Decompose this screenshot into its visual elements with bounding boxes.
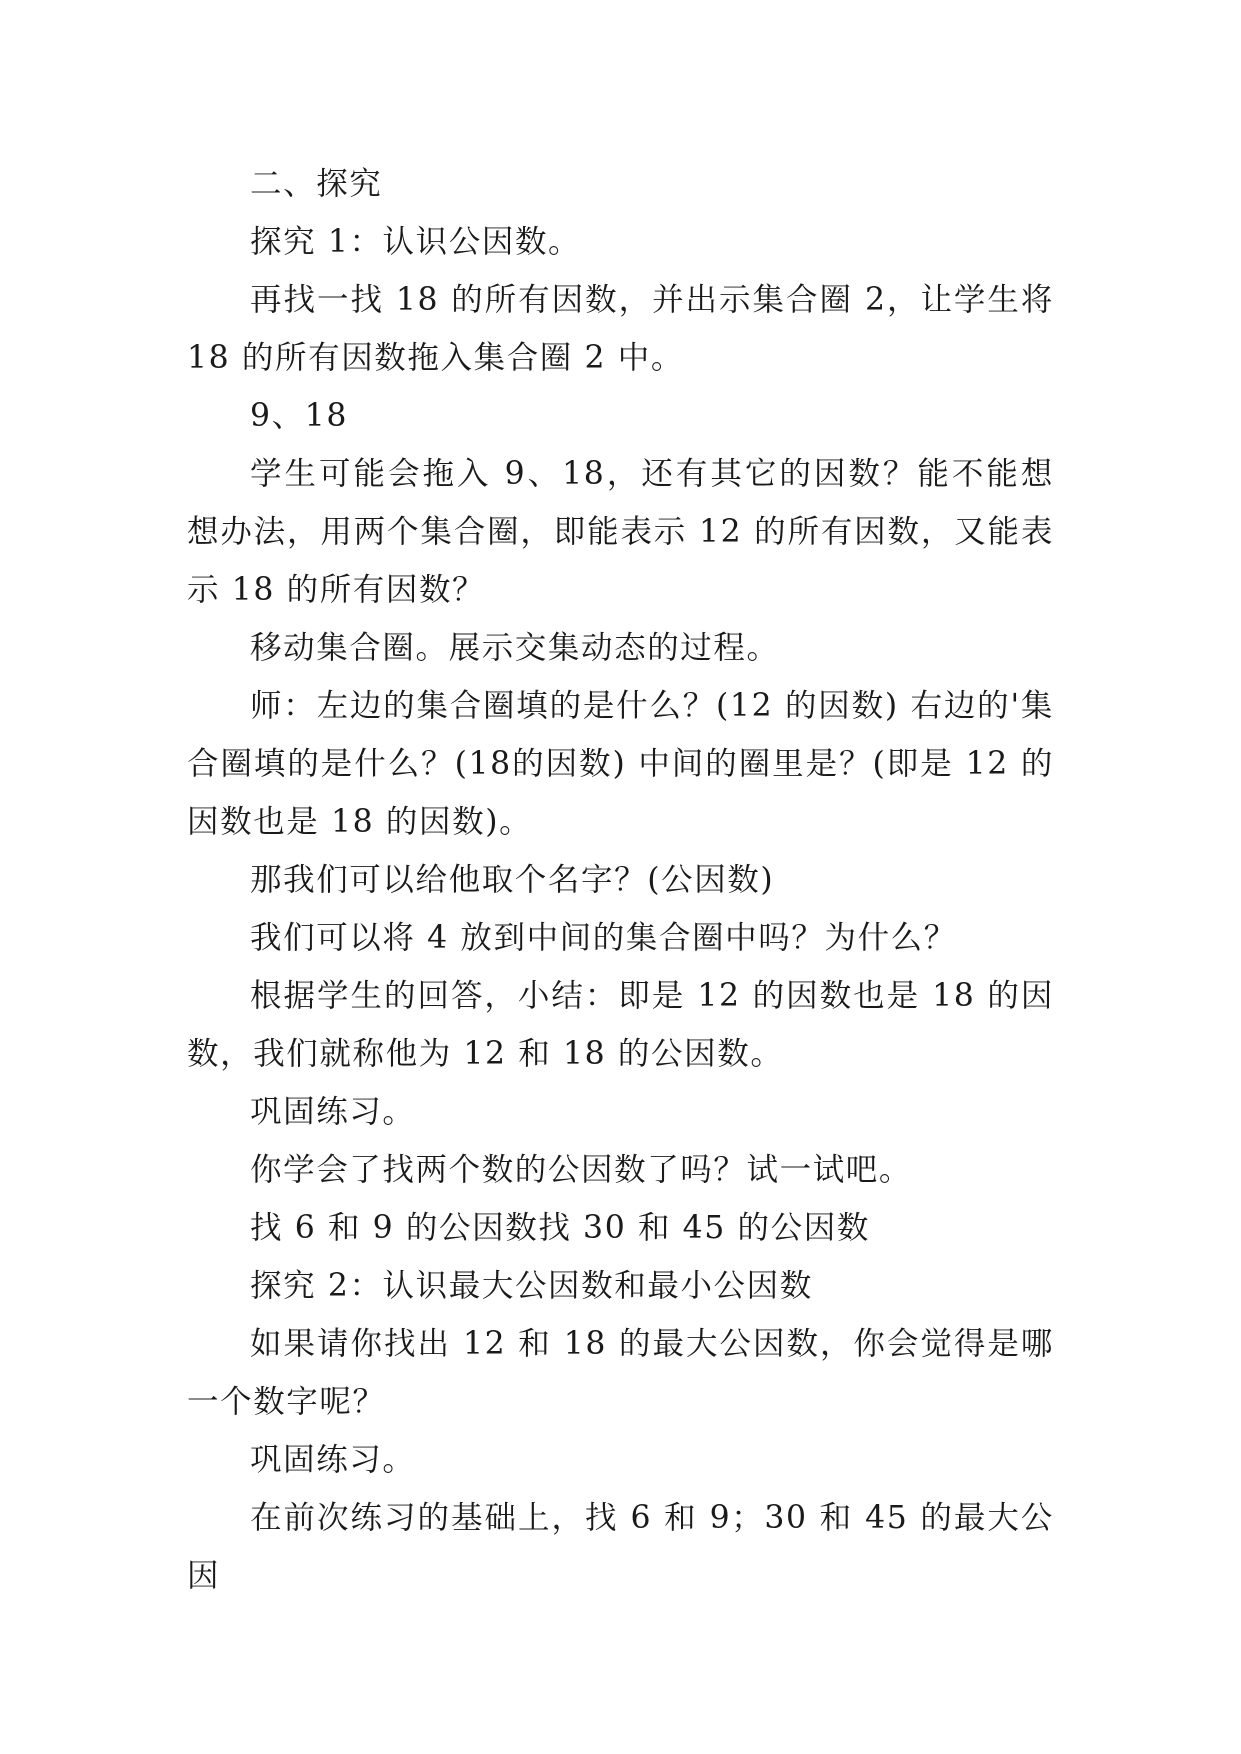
paragraph: 学生可能会拖入 9、18，还有其它的因数？能不能想想办法，用两个集合圈，即能表示 12 的所有因数，又能表示 18 的所有因数？ [187,456,1054,608]
paragraph: 根据学生的回答，小结：即是 12 的因数也是 18 的因数，我们就称他为 12 和 18 的公因数。 [187,978,1054,1072]
paragraph: 在前次练习的基础上，找 6 和 9；30 和 45 的最大公因 [187,1500,1054,1594]
paragraph: 巩固练习。 [250,1094,416,1130]
paragraph: 如果请你找出 12 和 18 的最大公因数，你会觉得是哪一个数字呢？ [187,1326,1054,1420]
paragraph: 我们可以将 4 放到中间的集合圈中吗？为什么？ [250,920,957,956]
subsection-heading: 探究 1：认识公因数。 [250,224,582,260]
paragraph: 师：左边的集合圈填的是什么？(12 的因数) 右边的'集合圈填的是什么？(18的因数) 中间的圈里是？(即是 12 的因数也是 18 的因数)。 [187,688,1054,840]
paragraph: 巩固练习。 [250,1442,416,1478]
section-heading: 二、探究 [250,166,383,202]
subsection-heading: 探究 2：认识最大公因数和最小公因数 [250,1268,813,1304]
paragraph: 9、18 [250,398,349,434]
paragraph: 那我们可以给他取个名字？(公因数) [250,862,775,898]
paragraph: 移动集合圈。展示交集动态的过程。 [250,630,780,666]
paragraph: 你学会了找两个数的公因数了吗？试一试吧。 [250,1152,913,1188]
paragraph: 再找一找 18 的所有因数，并出示集合圈 2，让学生将 18 的所有因数拖入集合圈 2 中。 [187,282,1066,376]
paragraph: 找 6 和 9 的公因数找 30 和 45 的公因数 [250,1210,870,1246]
document-body [187,155,1066,1605]
